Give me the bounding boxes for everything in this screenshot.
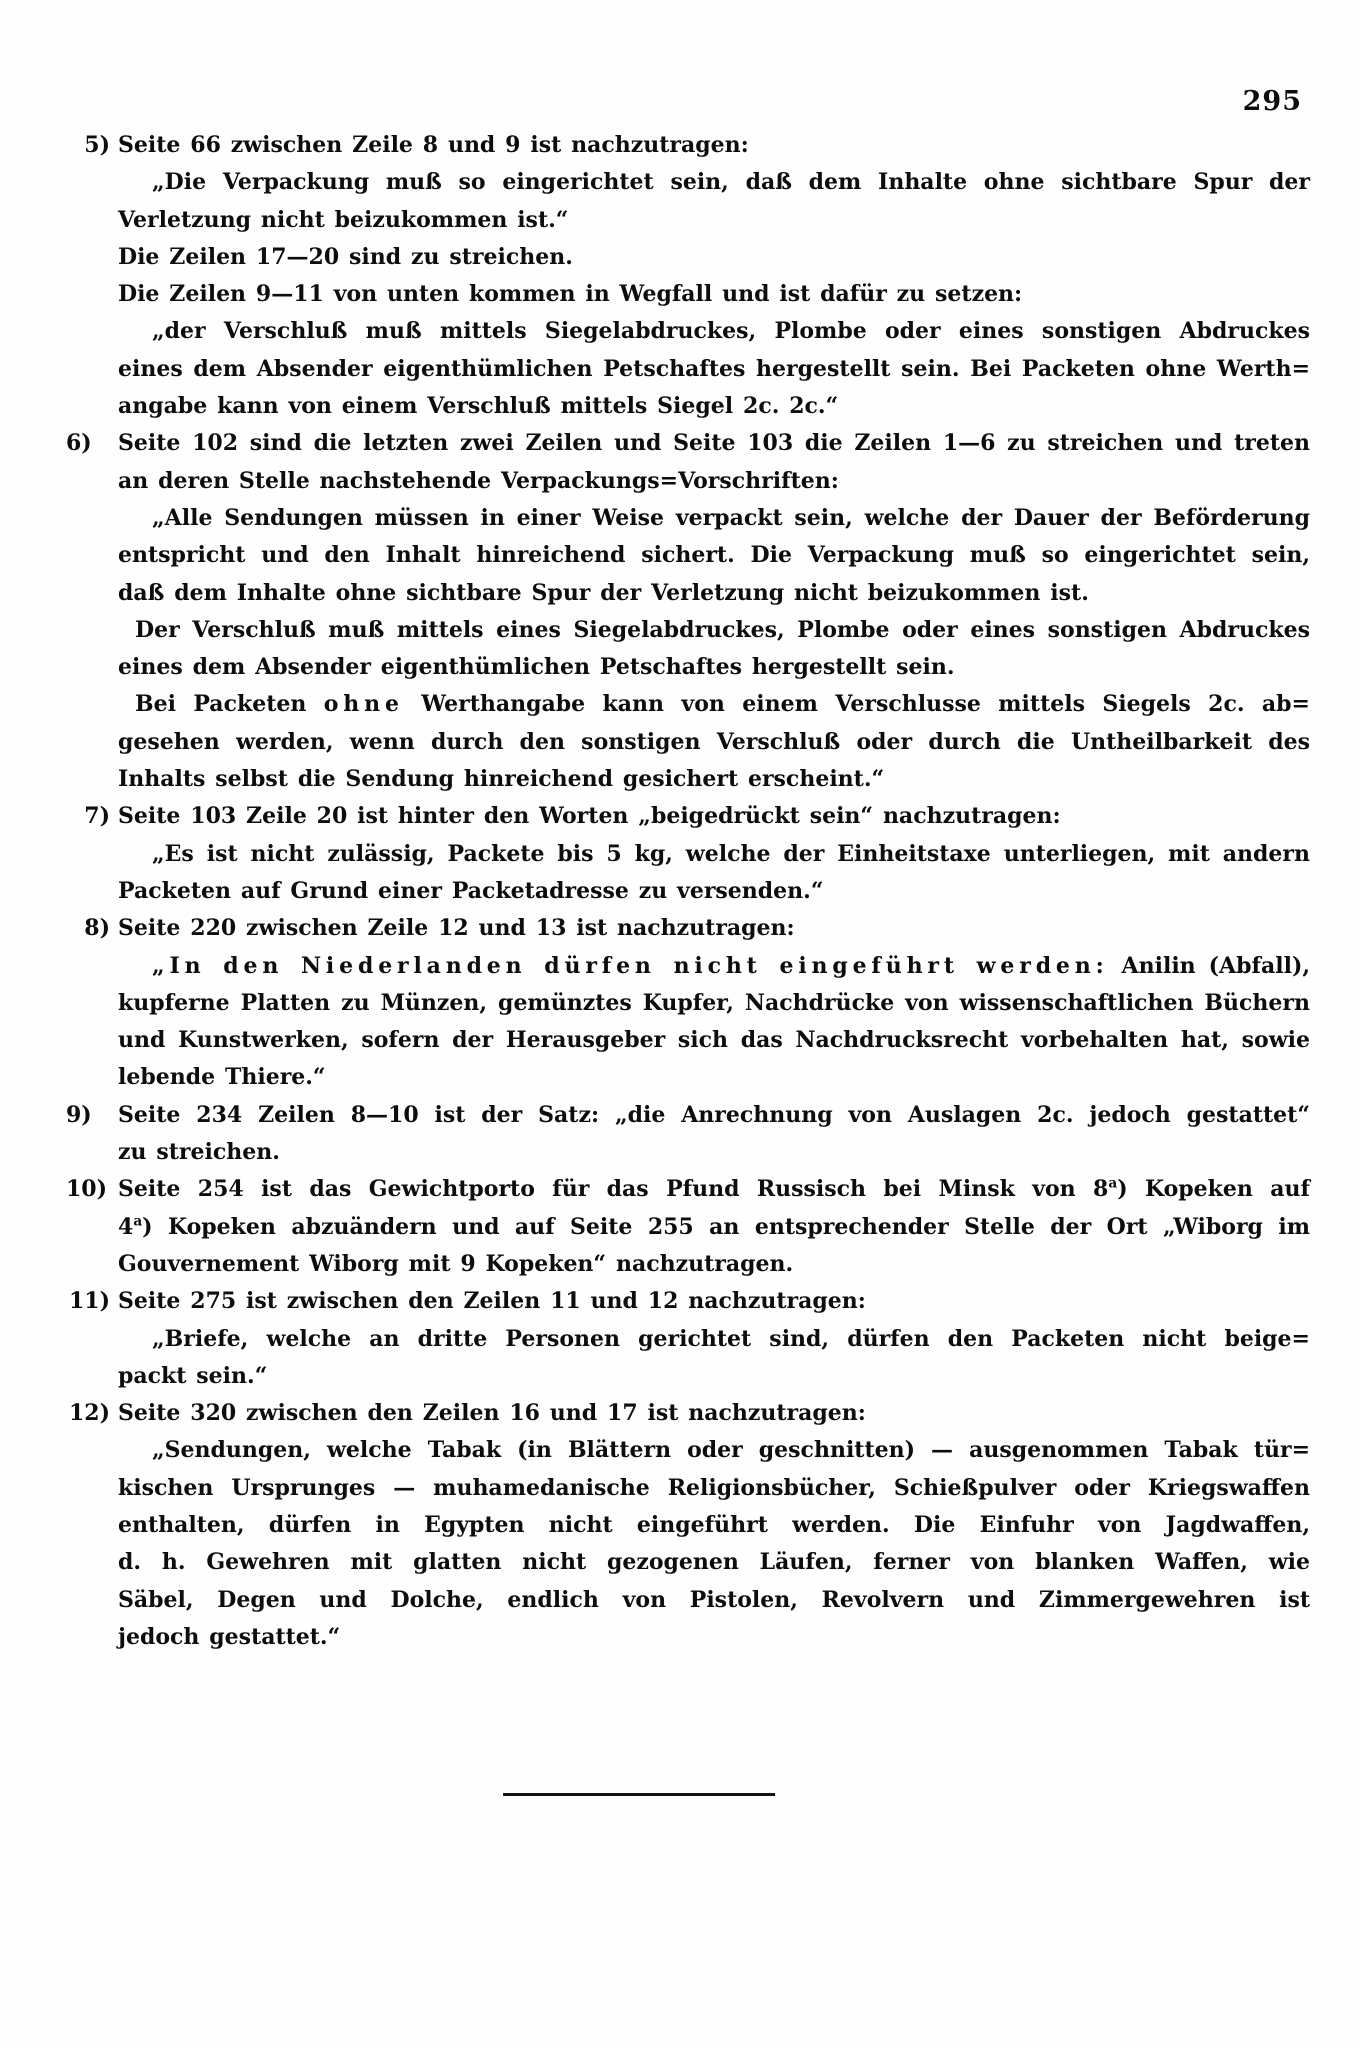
text-segment: Seite 254 ist das Gewichtporto für das Pfund Russisch bei Minsk von 8 — [118, 1176, 1109, 1203]
text-line — [118, 1582, 1310, 1619]
text-block — [66, 127, 1311, 1656]
text-segment: Seite 234 Zeilen 8—10 ist der Satz: „die Anrechnung von Auslagen 2c. jedoch gestattet“ — [118, 1101, 1310, 1128]
text-line — [118, 388, 1310, 425]
text-segment: „Briefe, welche an dritte Personen gerichtet sind, dürfen den Packeten nicht beige= — [152, 1325, 1310, 1352]
text-segment: entspricht und den Inhalt hinreichend sichert. Die Verpackung muß so eingerichtet sein, — [118, 542, 1310, 569]
text-line — [118, 836, 1310, 873]
text-segment: kupferne Platten zu Münzen, gemünztes Kupfer, Nachdrücke von wissenschaftlichen Büchern — [118, 989, 1310, 1016]
text-segment: 4 — [118, 1213, 134, 1240]
text-segment: Seite 103 Zeile 20 ist hinter den Worten „beigedrückt sein“ nachzutragen: — [118, 803, 1061, 830]
text-segment: Seite 220 zwischen Zeile 12 und 13 ist nachzutragen: — [118, 915, 795, 942]
item-number: 8) — [84, 915, 110, 942]
text-segment: Die Zeilen 17—20 sind zu streichen. — [118, 243, 573, 270]
item-number: 11) — [68, 1288, 110, 1315]
text-line — [118, 276, 1310, 313]
text-line — [84, 127, 1310, 164]
text-segment: an deren Stelle nachstehende Verpackungs=Vorschriften: — [118, 467, 839, 494]
text-segment: daß dem Inhalte ohne sichtbare Spur der Verletzung nicht beizukommen ist. — [118, 579, 1089, 606]
text-line — [118, 649, 1310, 686]
item-number: 5) — [84, 132, 110, 158]
text-line — [118, 575, 1310, 612]
text-segment: „Die Verpackung muß so eingerichtet sein, daß dem Inhalte ohne sichtbare Spur der — [152, 169, 1310, 196]
text-segment: jedoch gestattet.“ — [118, 1623, 341, 1650]
text-line — [118, 1507, 1310, 1544]
text-line — [118, 985, 1310, 1022]
text-line — [118, 1544, 1310, 1581]
text-segment: eines dem Absender eigenthümlichen Petschaftes hergestellt sein. — [118, 654, 955, 681]
item-number: 7) — [84, 803, 110, 830]
text-line — [118, 1619, 1310, 1656]
text-line — [118, 1059, 1310, 1096]
text-segment: angabe kann von einem Verschluß mittels Siegel 2c. 2c.“ — [118, 393, 839, 420]
section-divider — [503, 1793, 775, 1796]
page-number: 295 — [1242, 86, 1302, 117]
text-line — [66, 1171, 1310, 1208]
text-segment: eines dem Absender eigenthümlichen Petschaftes hergestellt sein. Bei Packeten ohne Werth= — [118, 355, 1310, 382]
text-line — [68, 1283, 1310, 1320]
text-segment: gesehen werden, wenn durch den sonstigen Verschluß oder durch die Untheilbarkeit des — [118, 728, 1310, 755]
text-segment: „In den Niederlanden dürfen nicht eingeführt werden: — [152, 952, 1109, 979]
text-segment: Seite 66 zwischen Zeile 8 und 9 ist nachzutragen: — [118, 132, 749, 158]
text-line — [84, 910, 1310, 947]
text-line — [118, 686, 1310, 723]
text-segment: kischen Ursprunges — muhamedanische Religionsbücher, Schießpulver oder Kriegswaffen — [118, 1474, 1310, 1501]
text-line — [118, 724, 1310, 761]
text-line — [66, 425, 1310, 462]
text-segment: enthalten, dürfen in Egypten nicht eingeführt werden. Die Einfuhr von Jagdwaffen, — [118, 1511, 1310, 1538]
text-line — [118, 1022, 1310, 1059]
text-line — [118, 313, 1310, 350]
text-line — [118, 463, 1310, 500]
text-line — [118, 1321, 1310, 1358]
item-number: 6) — [66, 430, 92, 457]
text-line — [66, 1097, 1310, 1134]
text-line — [68, 1395, 1310, 1432]
text-segment: Seite 102 sind die letzten zwei Zeilen und Seite 103 die Zeilen 1—6 zu streichen und treten — [118, 430, 1310, 457]
text-line — [118, 351, 1310, 388]
item-number: 9) — [66, 1101, 92, 1128]
text-segment: Packeten auf Grund einer Packetadresse zu versenden.“ — [118, 877, 824, 904]
text-segment: packt sein.“ — [118, 1362, 268, 1389]
text-segment: „Es ist nicht zulässig, Packete bis 5 kg, welche der Einheitstaxe unterliegen, mit andern — [152, 840, 1310, 867]
text-line — [118, 164, 1310, 201]
text-line — [84, 798, 1310, 835]
text-line — [118, 612, 1310, 649]
text-line — [118, 1209, 1310, 1246]
text-line — [118, 1432, 1310, 1469]
item-number: 10) — [66, 1176, 108, 1203]
text-segment: a — [1108, 1175, 1118, 1192]
text-line — [118, 239, 1310, 276]
text-segment: Seite 320 zwischen den Zeilen 16 und 17 ist nachzutragen: — [118, 1400, 866, 1427]
text-segment: lebende Thiere.“ — [118, 1064, 326, 1091]
text-line — [118, 1358, 1310, 1395]
text-line — [118, 500, 1310, 537]
text-segment: Gouvernement Wiborg mit 9 Kopeken“ nachzutragen. — [118, 1250, 794, 1277]
text-segment: Werthangabe kann von einem Verschlusse mittels Siegels 2c. ab= — [403, 691, 1310, 718]
text-line — [118, 1246, 1310, 1283]
item-number: 12) — [68, 1400, 110, 1427]
text-line — [118, 202, 1310, 239]
text-segment: „Sendungen, welche Tabak (in Blättern oder geschnitten) — ausgenommen Tabak tür= — [152, 1437, 1310, 1464]
text-segment: Säbel, Degen und Dolche, endlich von Pistolen, Revolvern und Zimmergewehren ist — [118, 1586, 1310, 1613]
text-segment: „der Verschluß muß mittels Siegelabdruckes, Plombe oder eines sonstigen Abdruckes — [152, 318, 1310, 345]
text-segment: „Alle Sendungen müssen in einer Weise verpackt sein, welche der Dauer der Beförderung — [152, 504, 1310, 531]
text-segment: d. h. Gewehren mit glatten nicht gezogenen Läufen, ferner von blanken Waffen, wie — [118, 1549, 1310, 1576]
text-line — [118, 761, 1310, 798]
text-segment: Bei Packeten — [135, 691, 324, 718]
text-segment: Die Zeilen 9—11 von unten kommen in Wegfall und ist dafür zu setzen: — [118, 281, 1023, 308]
text-segment: ) Kopeken auf — [1117, 1176, 1310, 1203]
text-line — [118, 537, 1310, 574]
text-line — [118, 1134, 1310, 1171]
text-segment: zu streichen. — [118, 1139, 280, 1166]
text-line — [118, 948, 1310, 985]
text-segment: Seite 275 ist zwischen den Zeilen 11 und 12 nachzutragen: — [118, 1288, 866, 1315]
text-segment: a — [133, 1213, 143, 1230]
text-segment: ) Kopeken abzuändern und auf Seite 255 an entsprechender Stelle der Ort „Wiborg im — [142, 1213, 1310, 1240]
text-segment: Anilin (Abfall), — [1108, 952, 1311, 979]
text-line — [118, 873, 1310, 910]
text-segment: ohne — [323, 691, 404, 718]
text-segment: Inhalts selbst die Sendung hinreichend gesichert erscheint.“ — [118, 766, 885, 793]
text-segment: Verletzung nicht beizukommen ist.“ — [118, 206, 569, 233]
text-line — [118, 1470, 1310, 1507]
text-segment: Der Verschluß muß mittels eines Siegelabdruckes, Plombe oder eines sonstigen Abdruckes — [135, 616, 1310, 643]
text-segment: und Kunstwerken, sofern der Herausgeber sich das Nachdrucksrecht vorbehalten hat, sowie — [118, 1027, 1310, 1054]
